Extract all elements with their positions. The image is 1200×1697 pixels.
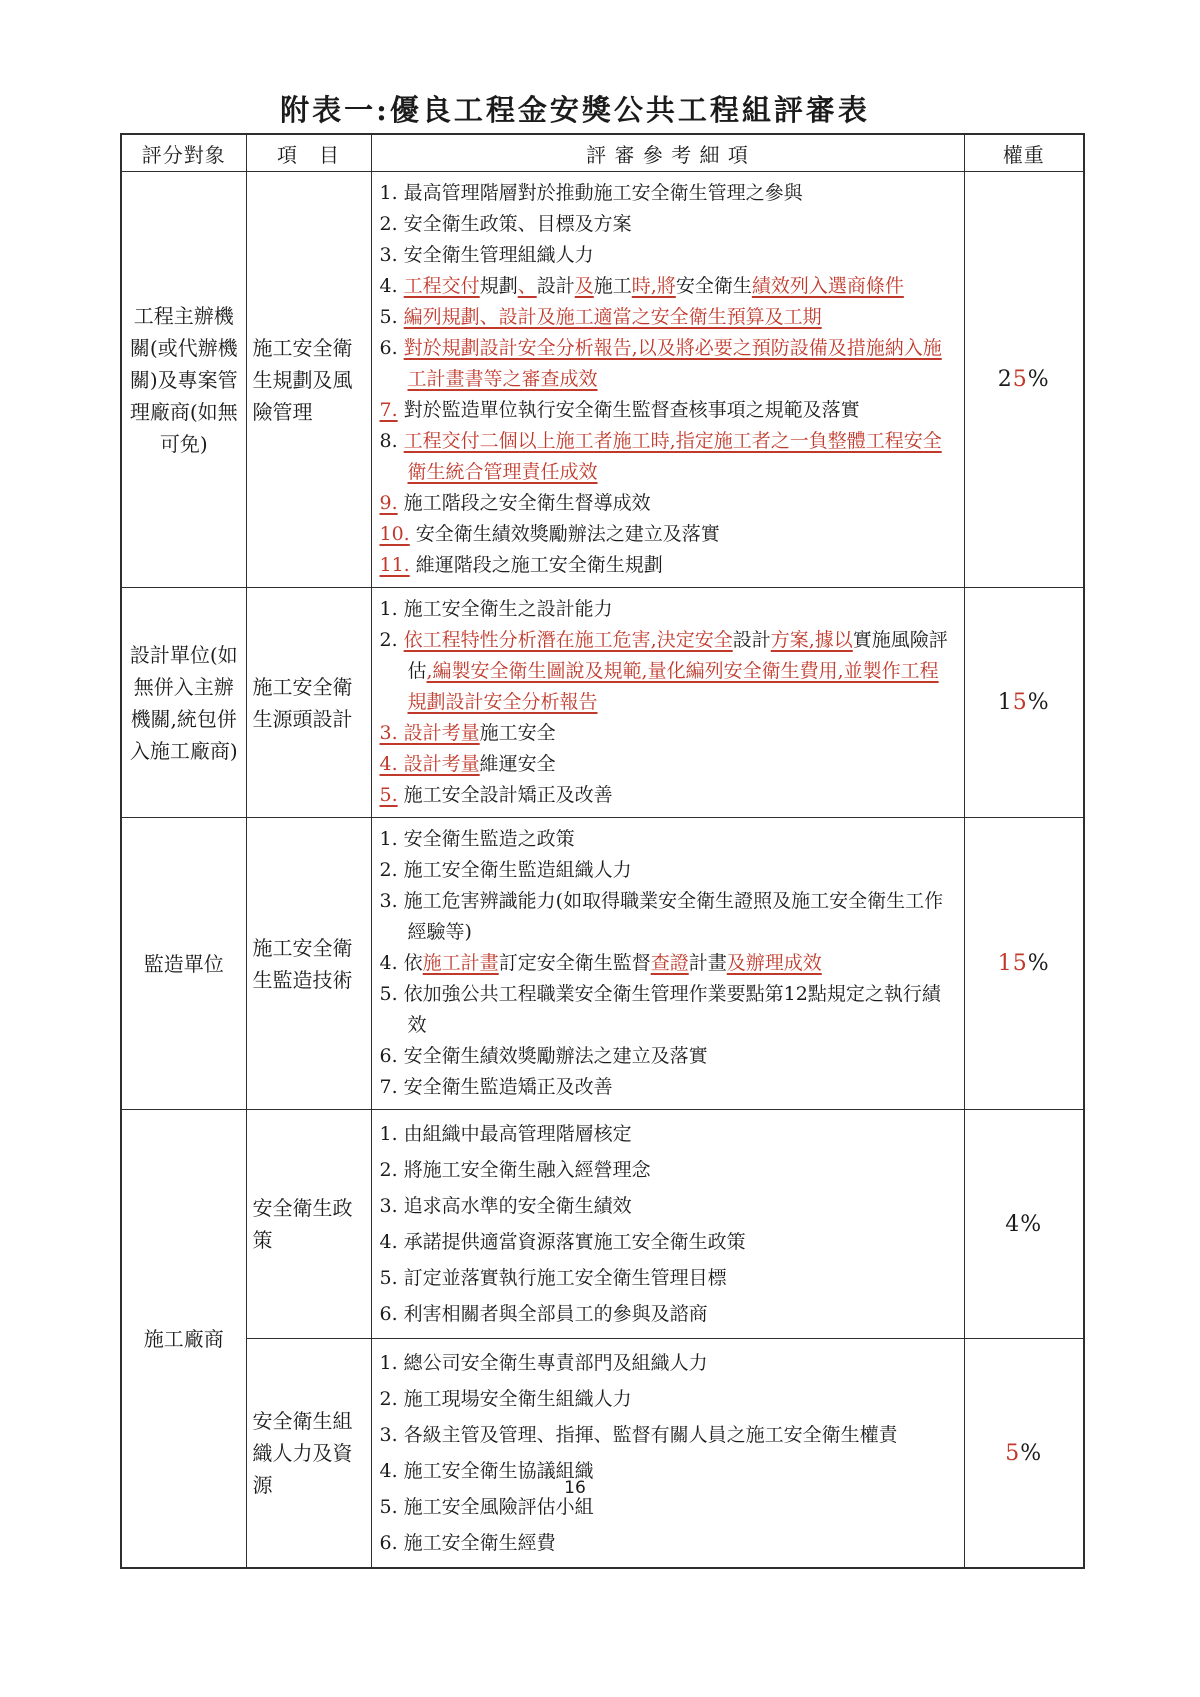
detail-item xyxy=(380,1345,958,1381)
table-header xyxy=(121,134,1084,172)
header-row xyxy=(121,134,1084,172)
text-segment: 施工 xyxy=(593,275,632,297)
text-segment: 工程交付 xyxy=(403,275,480,297)
text-segment: 5 xyxy=(1012,367,1028,392)
text-segment: 2. 施工現場安全衛生組織人力 xyxy=(379,1388,632,1410)
text-segment: 4. 依 xyxy=(379,952,423,974)
text-segment: 5. xyxy=(379,784,398,806)
text-segment: 1. 施工安全衛生之設計能力 xyxy=(379,598,613,620)
text-segment: 對於監造單位執行安全衛生監督查核事項之規範及落實 xyxy=(397,399,860,421)
detail-item xyxy=(380,240,958,271)
review-details-cell xyxy=(371,1339,964,1569)
text-segment: 及辦理成效 xyxy=(726,952,822,974)
detail-item xyxy=(380,1525,958,1561)
text-segment: 及 xyxy=(574,275,594,297)
text-segment: 維運階段之施工安全衛生規劃 xyxy=(409,554,663,576)
detail-item xyxy=(380,780,958,811)
detail-item xyxy=(380,1224,958,1260)
score-target-cell: 監造單位 xyxy=(121,818,246,1110)
text-segment: 1. 由組織中最高管理階層核定 xyxy=(379,1123,632,1145)
text-segment: 施工計畫 xyxy=(422,952,499,974)
detail-item xyxy=(380,1188,958,1224)
text-segment: 6. 利害相關者與全部員工的參與及諮商 xyxy=(379,1303,708,1325)
text-segment: 4% xyxy=(1005,1211,1043,1237)
text-segment: % xyxy=(1027,690,1050,715)
detail-item xyxy=(380,1296,958,1332)
review-details-cell xyxy=(371,588,964,818)
header-weight: 權重 xyxy=(964,134,1084,172)
text-segment: 1 xyxy=(997,690,1013,715)
detail-item xyxy=(380,1417,958,1453)
detail-item xyxy=(380,550,958,581)
detail-item xyxy=(380,824,958,855)
text-segment: 安全衛生績效獎勵辦法之建立及落實 xyxy=(409,523,720,545)
text-segment: 設計 xyxy=(732,629,771,651)
detail-item xyxy=(380,209,958,240)
item-cell: 安全衛生政策 xyxy=(246,1110,371,1339)
text-segment: 工程交付二個以上施工者施工時,指定施工者之一負整體工程安全衛生統合管理責任成效 xyxy=(403,430,942,483)
text-segment: 維運安全 xyxy=(479,753,556,775)
detail-item xyxy=(380,1116,958,1152)
item-cell: 施工安全衛生監造技術 xyxy=(246,818,371,1110)
text-segment: 方案,據以 xyxy=(770,629,853,651)
detail-item xyxy=(380,625,958,718)
text-segment: 5. 訂定並落實執行施工安全衛生管理目標 xyxy=(379,1267,727,1289)
detail-item xyxy=(380,302,958,333)
text-segment: 計畫 xyxy=(688,952,727,974)
text-segment: 4. 施工安全衛生協議組織 xyxy=(379,1460,594,1482)
score-target-cell: 設計單位(如無併入主辦機關,統包併入施工廠商) xyxy=(121,588,246,818)
text-segment: 8. xyxy=(379,430,404,452)
table-row xyxy=(121,172,1084,588)
detail-item xyxy=(380,749,958,780)
text-segment: 1. 總公司安全衛生專責部門及組織人力 xyxy=(379,1352,708,1374)
detail-item xyxy=(380,1152,958,1188)
text-segment: 施工安全 xyxy=(479,722,556,744)
text-segment: 9. xyxy=(379,492,398,514)
text-segment: 設計 xyxy=(536,275,575,297)
header-review-details: 評 審 參 考 細 項 xyxy=(371,134,964,172)
text-segment: 4. xyxy=(379,275,404,297)
text-segment: 施工階段之安全衛生督導成效 xyxy=(397,492,651,514)
review-details-cell xyxy=(371,818,964,1110)
text-segment: 3. 施工危害辨識能力(如取得職業安全衛生證照及施工安全衛生工作經驗等) xyxy=(379,890,944,943)
score-target-cell: 施工廠商 xyxy=(121,1110,246,1569)
table-row xyxy=(121,1110,1084,1339)
text-segment: 績效列入選商條件 xyxy=(751,275,904,297)
detail-item xyxy=(380,886,958,948)
text-segment: 依工程特性分析潛在施工危害,決定安全 xyxy=(403,629,733,651)
detail-item xyxy=(380,1041,958,1072)
text-segment: 5. 依加強公共工程職業安全衛生管理作業要點第12點規定之執行績效 xyxy=(379,983,941,1036)
weight-cell xyxy=(964,172,1084,588)
text-segment: 、 xyxy=(517,275,537,297)
text-segment: % xyxy=(1027,951,1050,976)
review-details-cell xyxy=(371,1110,964,1339)
text-segment: 11. xyxy=(379,554,410,576)
text-segment: 3. 設計考量 xyxy=(379,722,480,744)
text-segment: 實施風險評估 xyxy=(407,629,948,682)
table-row xyxy=(121,1339,1084,1569)
text-segment: 6. 施工安全衛生經費 xyxy=(379,1532,556,1554)
text-segment: 2. xyxy=(379,629,404,651)
text-segment: 6. xyxy=(379,337,404,359)
page-number: 16 xyxy=(564,1478,586,1498)
detail-item xyxy=(380,948,958,979)
text-segment: ,編製安全衛生圖說及規範,量化編列安全衛生費用,並製作工程規劃設計安全分析報告 xyxy=(407,660,939,713)
text-segment: 4. 承諾提供適當資源落實施工安全衛生政策 xyxy=(379,1231,746,1253)
detail-item xyxy=(380,1381,958,1417)
score-target-cell: 工程主辦機關(或代辦機關)及專案管理廠商(如無可免) xyxy=(121,172,246,588)
text-segment: 1. 最高管理階層對於推動施工安全衛生管理之參與 xyxy=(379,182,803,204)
text-segment: 6. 安全衛生績效獎勵辦法之建立及落實 xyxy=(379,1045,708,1067)
item-cell: 安全衛生組織人力及資源 xyxy=(246,1339,371,1569)
header-item: 項 目 xyxy=(246,134,371,172)
detail-item xyxy=(380,1072,958,1103)
text-segment: 3. 各級主管及管理、指揮、監督有關人員之施工安全衛生權責 xyxy=(379,1424,898,1446)
detail-item xyxy=(380,178,958,209)
text-segment: 10. xyxy=(379,523,410,545)
text-segment: 4. 設計考量 xyxy=(379,753,480,775)
text-segment: 2. 安全衛生政策、目標及方案 xyxy=(379,213,632,235)
review-details-cell xyxy=(371,172,964,588)
detail-item xyxy=(380,1260,958,1296)
table-row xyxy=(121,588,1084,818)
text-segment: 7. xyxy=(379,399,398,421)
text-segment: 2. 將施工安全衛生融入經營理念 xyxy=(379,1159,651,1181)
text-segment: 2 xyxy=(997,367,1013,392)
text-segment: 15 xyxy=(997,951,1028,976)
text-segment: 時,將 xyxy=(631,275,676,297)
text-segment: 安全衛生 xyxy=(675,275,752,297)
table-body xyxy=(121,172,1084,1569)
item-cell: 施工安全衛生源頭設計 xyxy=(246,588,371,818)
text-segment: 3. 安全衛生管理組織人力 xyxy=(379,244,594,266)
weight-cell xyxy=(964,588,1084,818)
text-segment: % xyxy=(1020,1440,1043,1466)
text-segment: 7. 安全衛生監造矯正及改善 xyxy=(379,1076,613,1098)
detail-item xyxy=(380,333,958,395)
detail-item xyxy=(380,395,958,426)
text-segment: 5 xyxy=(1005,1440,1021,1466)
text-segment: 查證 xyxy=(650,952,689,974)
text-segment: 訂定安全衛生監督 xyxy=(498,952,651,974)
weight-cell xyxy=(964,818,1084,1110)
text-segment: 5. xyxy=(379,306,404,328)
detail-item xyxy=(380,718,958,749)
text-segment: 3. 追求高水準的安全衛生績效 xyxy=(379,1195,632,1217)
text-segment: 對於規劃設計安全分析報告,以及將必要之預防設備及措施納入施工計畫書等之審查成效 xyxy=(403,337,942,390)
weight-cell xyxy=(964,1339,1084,1569)
detail-item xyxy=(380,594,958,625)
detail-item xyxy=(380,519,958,550)
text-segment: % xyxy=(1027,367,1050,392)
detail-item xyxy=(380,488,958,519)
detail-item xyxy=(380,271,958,302)
table-row xyxy=(121,818,1084,1110)
header-score-target: 評分對象 xyxy=(121,134,246,172)
text-segment: 5. 施工安全風險評估小組 xyxy=(379,1496,594,1518)
item-cell: 施工安全衛生規劃及風險管理 xyxy=(246,172,371,588)
text-segment: 1. 安全衛生監造之政策 xyxy=(379,828,575,850)
text-segment: 5 xyxy=(1012,690,1028,715)
detail-item xyxy=(380,855,958,886)
weight-cell xyxy=(964,1110,1084,1339)
text-segment: 2. 施工安全衛生監造組織人力 xyxy=(379,859,632,881)
detail-item xyxy=(380,426,958,488)
detail-item xyxy=(380,979,958,1041)
text-segment: 規劃 xyxy=(479,275,518,297)
text-segment: 編列規劃、設計及施工適當之安全衛生預算及工期 xyxy=(403,306,822,328)
page-title: 附表一:優良工程金安獎公共工程組評審表 xyxy=(280,93,870,127)
review-table xyxy=(120,133,1085,1569)
text-segment: 施工安全設計矯正及改善 xyxy=(397,784,613,806)
